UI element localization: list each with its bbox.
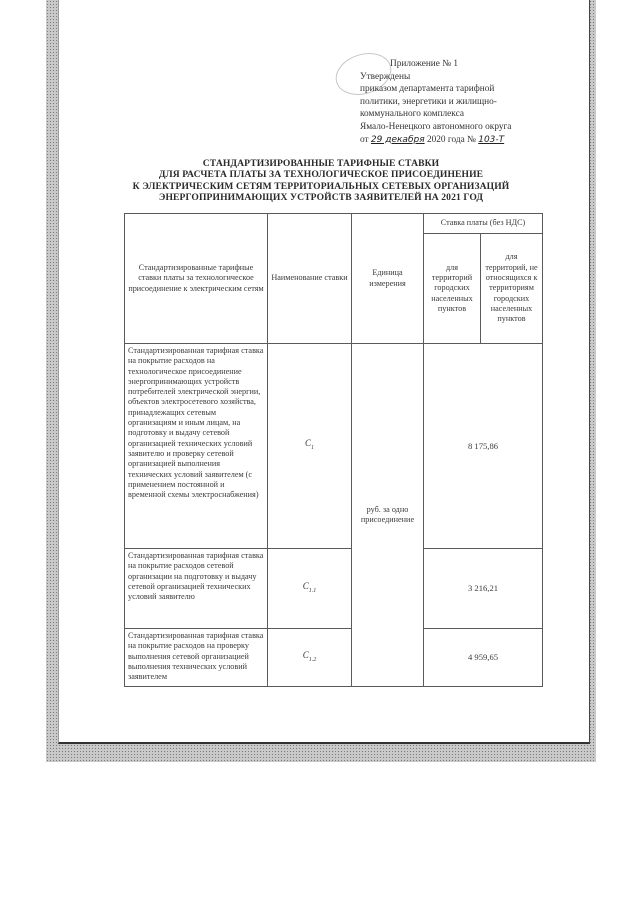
- header-rate-group: Ставка платы (без НДС): [424, 214, 543, 234]
- approval-order-line: политики, энергетики и жилищно-: [360, 96, 497, 107]
- title-line: ЭНЕРГОПРИНИМАЮЩИХ УСТРОЙСТВ ЗАЯВИТЕЛЕЙ НА 2021 ГОД: [158, 192, 484, 204]
- header-non-urban: для территорий, не относящихся к территориям городских населенных пунктов: [481, 234, 543, 344]
- header-rate-name: Наименование ставки: [268, 214, 352, 344]
- handwritten-date: 29 декабря: [370, 134, 425, 145]
- title-line: К ЭЛЕКТРИЧЕСКИМ СЕТЯМ ТЕРРИТОРИАЛЬНЫХ СЕТЕВЫХ ОРГАНИЗАЦИЙ: [132, 180, 510, 192]
- rate-description: Стандартизированная тарифная ставка на покрытие расходов сетевой организации на подготовку и выдачу сетевой организацией технических условий заявителю: [125, 549, 268, 629]
- approval-order-line: Ямало-Ненецкого автономного округа: [360, 121, 512, 132]
- table-row: [125, 344, 543, 549]
- order-year: 2020 года №: [426, 134, 476, 145]
- approval-order-line: приказом департамента тарифной: [360, 84, 495, 95]
- document-title: [96, 158, 546, 204]
- rate-code-index: 1.1: [308, 587, 317, 594]
- table-row: [125, 549, 543, 629]
- rate-code-letter: C: [302, 580, 309, 591]
- approval-date-line: [360, 134, 560, 147]
- rate-value: 3 216,21: [424, 549, 543, 629]
- rate-description: Стандартизированная тарифная ставка на покрытие расходов на технологическое присоединение энергопринимающих устройств потребителей электрической энергии, объектов электросетевого хозяйства, принадлежащих сетевым организациям и иным лицам, на подготовку и выдачу сетевой организацией технических условий заявителю и проверку сетевой организацией выполнения технических условий заявителем (с применением постоянной и временной схемы электроснабжения): [125, 344, 268, 549]
- tariff-table: [124, 213, 543, 687]
- handwritten-order-number: 103-Т: [478, 134, 505, 145]
- unit-cell: руб. за одно присоединение: [352, 344, 424, 687]
- rate-value: 8 175,86: [424, 344, 543, 549]
- rate-code-index: 1.2: [308, 656, 317, 663]
- header-unit: Единица измерения: [352, 214, 424, 344]
- title-line: ДЛЯ РАСЧЕТА ПЛАТЫ ЗА ТЕХНОЛОГИЧЕСКОЕ ПРИСОЕДИНЕНИЕ: [158, 169, 484, 181]
- header-urban: для территорий городских населенных пунктов: [424, 234, 481, 344]
- approved-label: Утверждены: [360, 71, 411, 82]
- rate-code: [268, 344, 352, 549]
- approval-order-line: коммунального комплекса: [360, 109, 464, 120]
- table-row: [125, 629, 543, 687]
- rate-code: [268, 549, 352, 629]
- title-line: СТАНДАРТИЗИРОВАННЫЕ ТАРИФНЫЕ СТАВКИ: [202, 158, 440, 169]
- rate-description: Стандартизированная тарифная ставка на покрытие расходов на проверку выполнения сетевой организацией выполнения технических условий заявителем: [125, 629, 268, 687]
- rate-value: 4 959,65: [424, 629, 543, 687]
- rate-code-letter: C: [304, 438, 311, 449]
- date-prefix: от: [360, 134, 369, 145]
- header-description: Стандартизированные тарифные ставки платы за технологическое присоединение к электрическим сетям: [125, 214, 268, 344]
- rate-code-index: 1: [311, 445, 314, 452]
- rate-code-letter: C: [302, 649, 309, 660]
- appendix-number: Приложение № 1: [390, 59, 459, 69]
- approval-block: [360, 58, 560, 146]
- rate-code: [268, 629, 352, 687]
